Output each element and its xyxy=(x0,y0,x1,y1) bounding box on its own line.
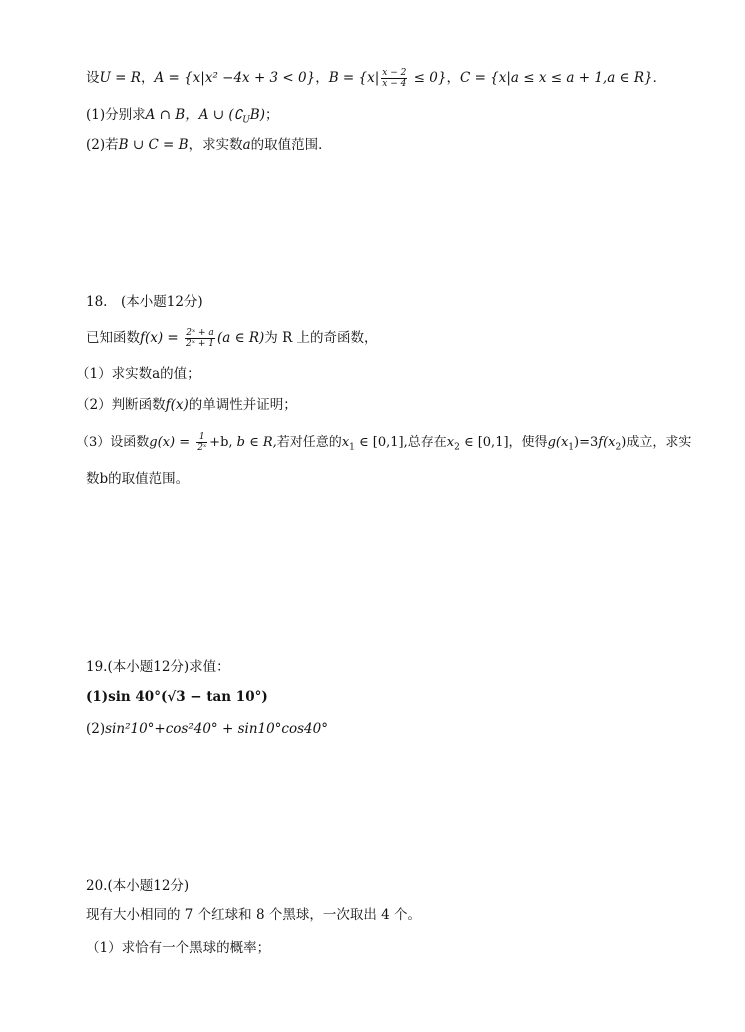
problem19-part2: (2)sin²10°+cos²40° + sin10°cos40° xyxy=(86,721,328,737)
set-b: B = {x| xyxy=(328,70,380,86)
problem20-part1: （1）求恰有一个黑球的概率； xyxy=(86,940,271,956)
problem18-part3: （3）设函数g(x) = $\frac{1}{\text{2ˣ}}$ +b, b ∈ R,若对任意的$x_1$ ∈ [0,1],总存在$x_2$ ∈ [0,1]，使得$g(x_1)=3f(x_2)$成立，求实 xyxy=(76,432,692,453)
problem17-stem: 设U = R，A = {x|x² −4x + 3 < 0}，B = {x| $\frac{x - 2}{x - 4}$ ≤ 0}，C = {x|a ≤ x ≤ a + 1,a ∈ R}． xyxy=(86,68,667,89)
problem18-stem: 已知函数f(x) = $\frac{\text{2ˣ + a}}{\text{2ˣ + 1}}$ (a ∈ R)为 R 上的奇函数， xyxy=(86,328,378,349)
problem18-part1: （1）求实数a的值； xyxy=(76,366,201,382)
problem18-part2: （2）判断函数f(x)的单调性并证明； xyxy=(76,397,297,413)
problem18-header: 18. (本小题12分) xyxy=(86,294,203,310)
set-a: A = {x|x² −4x + 3 < 0} xyxy=(154,70,316,86)
problem17-part1: (1)分别求A ∩ B，A ∪ $(∁_UB)$； xyxy=(86,107,279,126)
gx-fraction: $\frac{1}{\text{2ˣ}}$ xyxy=(197,432,207,453)
set-b-fraction: $\frac{x - 2}{x - 4}$ xyxy=(382,68,407,89)
set-u: U = R xyxy=(99,70,141,86)
problem19-header: 19.(本小题12分)求值： xyxy=(86,659,230,675)
set-c: C = {x|a ≤ x ≤ a + 1,a ∈ R} xyxy=(459,70,653,86)
fx-fraction: $\frac{\text{2ˣ + a}}{\text{2ˣ + 1}}$ xyxy=(186,328,214,349)
problem18-part3-cont: 数b的取值范围。 xyxy=(86,471,190,487)
problem17-part2: (2)若B ∪ C = B，求实数a的取值范围． xyxy=(86,137,332,153)
problem19-part1: (1)sin 40°(√3 − tan 10°) xyxy=(86,689,268,705)
problem20-header: 20.(本小题12分) xyxy=(86,878,190,894)
problem20-stem: 现有大小相同的 7 个红球和 8 个黑球，一次取出 4 个。 xyxy=(86,907,422,923)
